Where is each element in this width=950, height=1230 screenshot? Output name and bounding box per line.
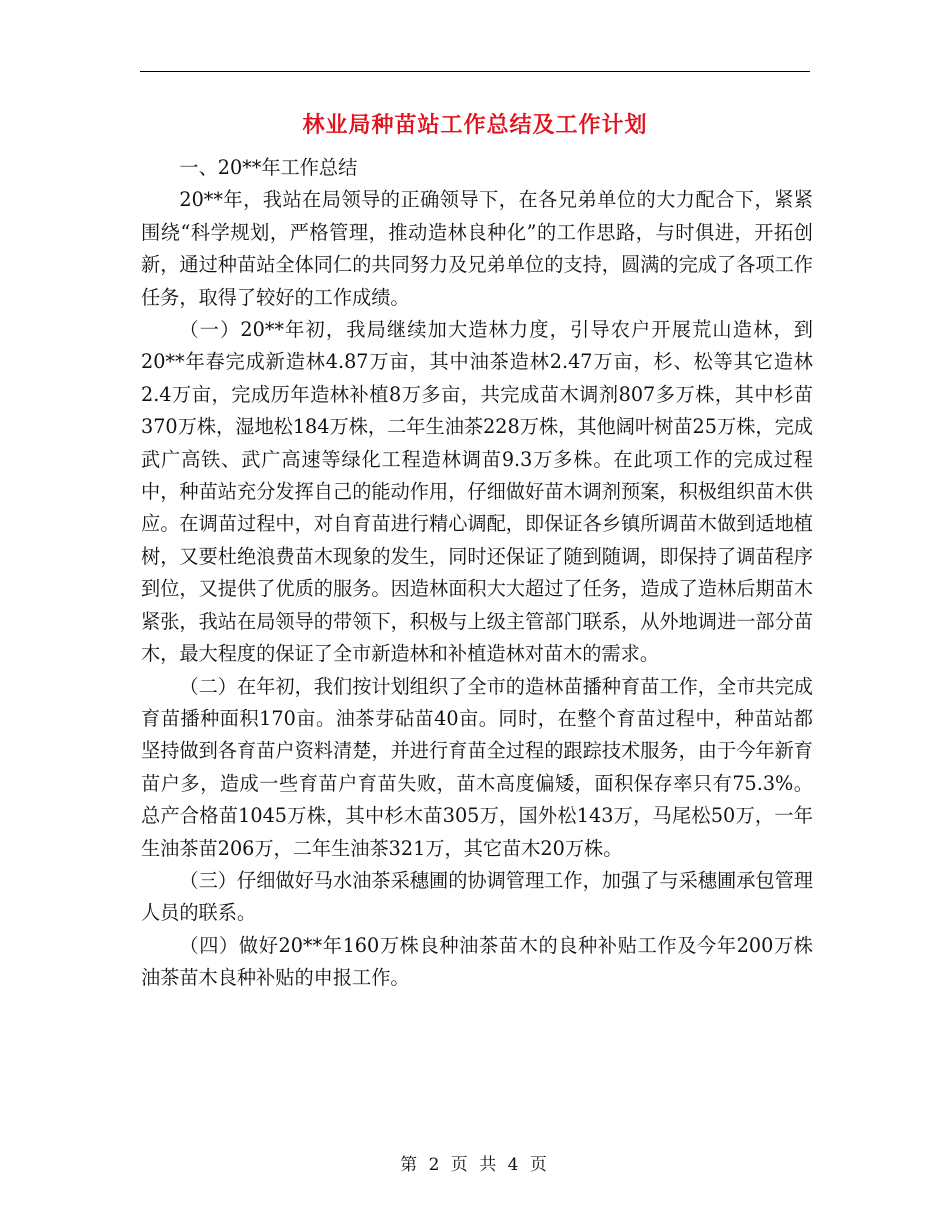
paragraph-intro: 20**年，我站在局领导的正确领导下，在各兄弟单位的大力配合下，紧紧围绕“科学规划，严格管理，推动造林良种化”的工作思路，与时俱进，开拓创新，通过种苗站全体同仁的共同努力及兄弟单位的支持，圆满的完成了各项工作任务，取得了较好的工作成绩。 xyxy=(141,188,813,309)
paragraph-item-1: （一）20**年初，我局继续加大造林力度，引导农户开展荒山造林，到20**年春完成新造林4.87万亩，其中油茶造林2.47万亩，杉、松等其它造林2.4万亩，完成历年造林补植8万多亩，共完成苗木调剂807多万株，其中杉苗370万株，湿地松184万株，二年生油茶228万株，其他阔叶树苗25万株，完成武广高铁、武广高速等绿化工程造林调苗9.3万多株。在此项工作的完成过程中，种苗站充分发挥自己的能动作用，仔细做好苗木调剂预案，积极组织苗木供应。在调苗过程中，对自育苗进行精心调配，即保证各乡镇所调苗木做到适地植树，又要杜绝浪费苗木现象的发生，同时还保证了随到随调，即保持了调苗程序到位，又提供了优质的服务。因造林面积大大超过了任务，造成了造林后期苗木紧张，我站在局领导的带领下，积极与上级主管部门联系，从外地调进一部分苗木，最大程度的保证了全市新造林和补植造林对苗木的需求。 xyxy=(141,318,813,666)
paragraph-item-4: （四）做好20**年160万株良种油茶苗木的良种补贴工作及今年200万株油茶苗木良种补贴的申报工作。 xyxy=(141,933,813,990)
paragraph-item-2: （二）在年初，我们按计划组织了全市的造林苗播种育苗工作，全市共完成育苗播种面积170亩。油茶芽砧苗40亩。同时，在整个育苗过程中，种苗站都坚持做到各育苗户资料清楚，并进行育苗全过程的跟踪技术服务，由于今年新育苗户多，造成一些育苗户育苗失败，苗木高度偏矮，面积保存率只有75.3%。总产合格苗1045万株，其中杉木苗305万，国外松143万，马尾松50万，一年生油茶苗206万，二年生油茶321万，其它苗木20万株。 xyxy=(141,674,813,860)
document-body xyxy=(141,152,813,995)
page-number: 第 2 页 共 4 页 xyxy=(400,1155,550,1175)
document-title: 林业局种苗站工作总结及工作计划 xyxy=(302,113,648,138)
paragraph-item-3: （三）仔细做好马水油茶采穗圃的协调管理工作，加强了与采穗圃承包管理人员的联系。 xyxy=(141,868,813,925)
section-heading: 一、20**年工作总结 xyxy=(179,156,358,179)
header-rule xyxy=(140,71,810,72)
